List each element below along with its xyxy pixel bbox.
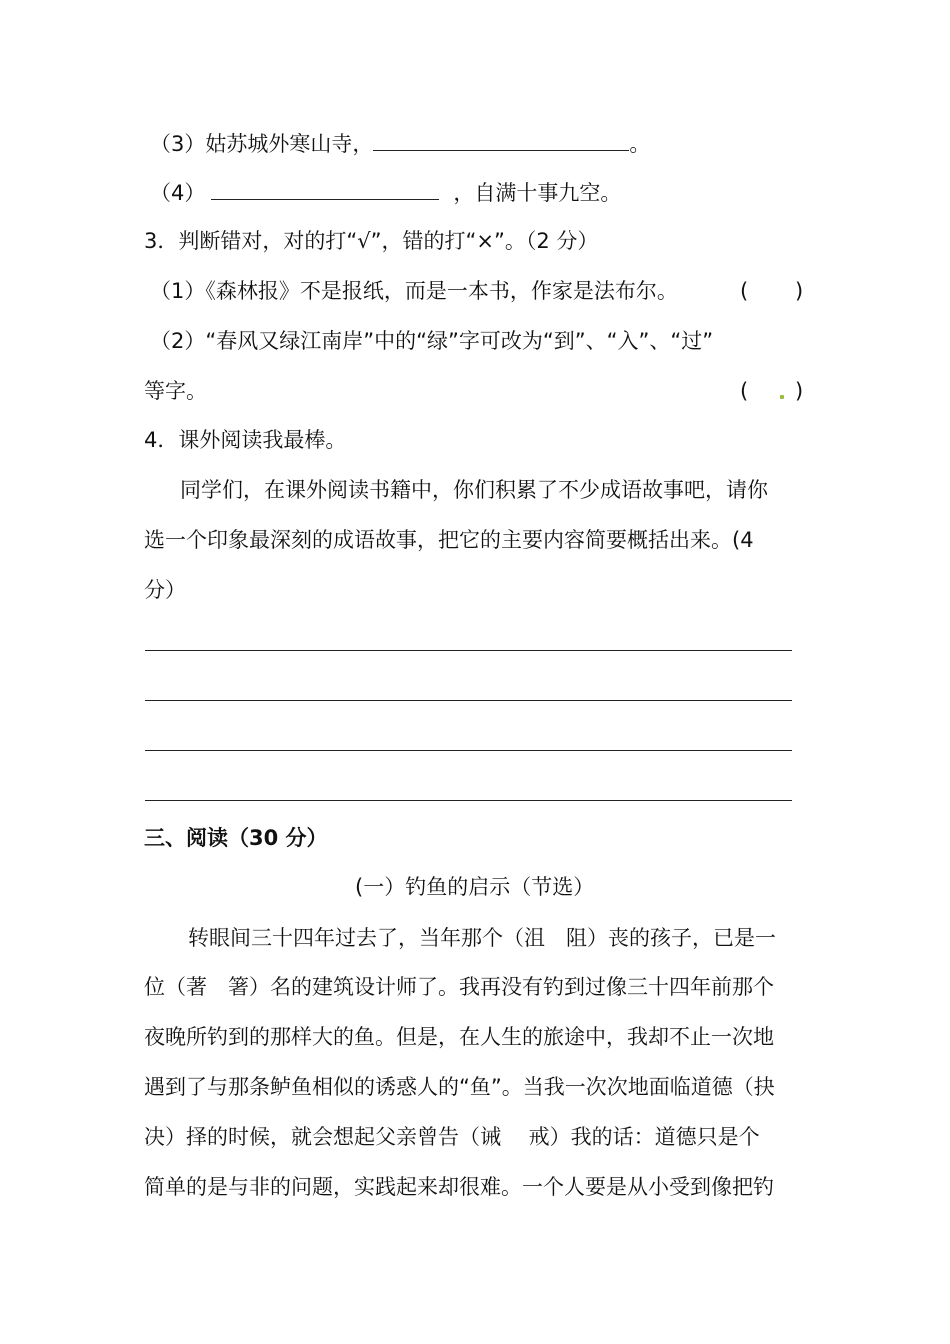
answer-line[interactable]	[145, 800, 792, 801]
passage-line-3: 夜晚所钓到的那样大的鱼。但是，在人生的旅途中，我却不止一次地	[144, 1025, 774, 1049]
question-4-heading: 4．课外阅读我最棒。	[144, 428, 347, 452]
question-4-prompt-line-2: 选一个印象最深刻的成语故事，把它的主要内容简要概括出来。(4	[144, 528, 754, 552]
fill-item-4-suffix: ，自满十事九空。	[453, 181, 622, 205]
answer-blank[interactable]	[373, 128, 629, 151]
judge-item-1: （1）《森林报》不是报纸，而是一本书，作家是法布尔。	[150, 279, 678, 303]
fill-item-3-prefix: （3）姑苏城外寒山寺，	[150, 132, 374, 156]
answer-line[interactable]	[145, 650, 792, 651]
passage-line-2: 位（著 箸）名的建筑设计师了。我再没有钓到过像三十四年前那个	[144, 975, 774, 999]
judge-item-2-line-1: （2）“春风又绿江南岸”中的“绿”字可改为“到”、“入”、“过”	[150, 329, 714, 353]
passage-line-5: 决）择的时候，就会想起父亲曾告（诫 戒）我的话：道德只是个	[144, 1125, 760, 1149]
fill-item-3	[150, 128, 650, 159]
section-3-heading: 三、阅读（30 分）	[144, 826, 328, 850]
question-3-heading: 3．判断错对，对的打“√”，错的打“×”。（2 分）	[144, 229, 599, 253]
passage-title: (一）钓鱼的启示（节选）	[355, 875, 595, 899]
passage-line-6: 简单的是与非的问题，实践起来却很难。一个人要是从小受到像把钓	[144, 1175, 774, 1199]
answer-paren-open: (	[740, 279, 749, 303]
question-4-prompt-line-1: 同学们，在课外阅读书籍中，你们积累了不少成语故事吧，请你	[180, 478, 768, 502]
answer-line[interactable]	[145, 700, 792, 701]
fill-item-4	[150, 177, 621, 208]
answer-blank[interactable]	[211, 177, 439, 200]
answer-paren-close: )	[795, 379, 804, 403]
judge-item-2-line-2: 等字。	[144, 379, 207, 403]
marker-dot	[780, 395, 784, 399]
answer-paren-close: )	[795, 279, 804, 303]
fill-item-4-prefix: （4）	[150, 181, 206, 205]
answer-line[interactable]	[145, 750, 792, 751]
answer-paren-open: (	[740, 379, 749, 403]
passage-line-4: 遇到了与那条鲈鱼相似的诱惑人的“鱼”。当我一次次地面临道德（抉	[144, 1075, 775, 1099]
passage-line-1: 转眼间三十四年过去了，当年那个（沮 阻）丧的孩子，已是一	[188, 926, 776, 950]
question-4-prompt-line-3: 分）	[144, 578, 186, 602]
fill-item-3-suffix: 。	[629, 132, 651, 156]
